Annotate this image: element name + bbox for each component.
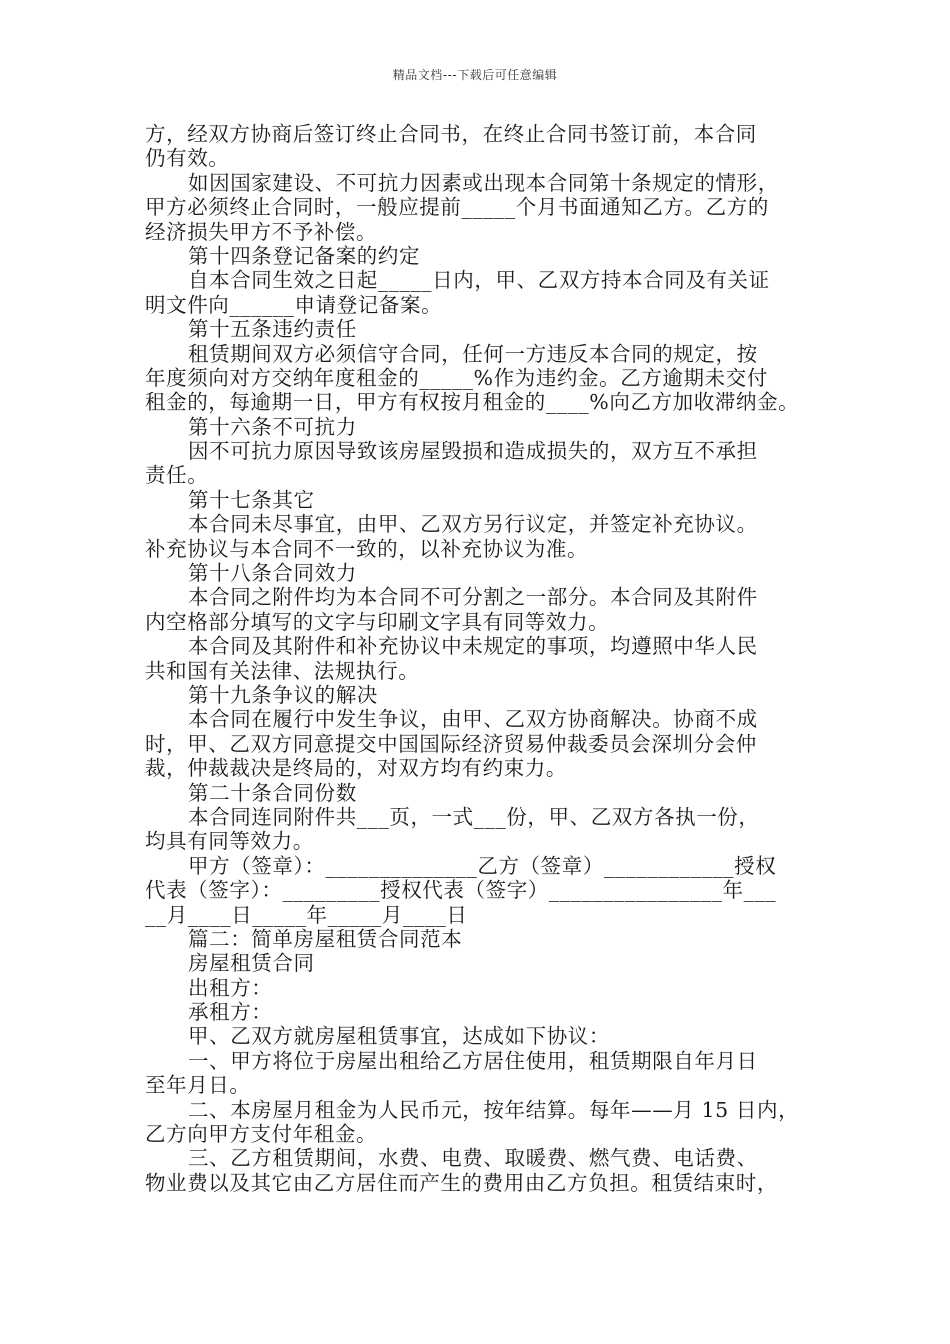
text-line: 代表（签字）：_________授权代表（签字）________________年___ bbox=[145, 878, 777, 903]
text-line: __月____日_____年_____月____日 bbox=[145, 902, 468, 927]
document-body bbox=[145, 122, 829, 1195]
text-line: 三、乙方租赁期间，水费、电费、取暖费、燃气费、电话费、 bbox=[188, 1146, 758, 1171]
text-line: 本合同及其附件和补充协议中未规定的事项，均遵照中华人民 bbox=[188, 634, 758, 659]
text-line: 明文件向______申请登记备案。 bbox=[145, 292, 443, 317]
text-line: 甲方（签章）：______________乙方（签章）____________授权 bbox=[188, 853, 777, 878]
text-line: 时，甲、乙双方同意提交中国国际经济贸易仲裁委员会深圳分会仲 bbox=[145, 731, 757, 756]
text-line: 甲方必须终止合同时，一般应提前_____个月书面通知乙方。乙方的 bbox=[145, 195, 769, 220]
text-line: 第十四条登记备案的约定 bbox=[188, 243, 421, 268]
text-line: 甲、乙双方就房屋租赁事宜，达成如下协议： bbox=[188, 1024, 610, 1049]
text-line: 第二十条合同份数 bbox=[188, 780, 357, 805]
text-line: 一、甲方将位于房屋出租给乙方居住使用，租赁期限自年月日 bbox=[188, 1048, 758, 1073]
text-line: 因不可抗力原因导致该房屋毁损和造成损失的，双方互不承担 bbox=[188, 439, 758, 464]
text-line: 共和国有关法律、法规执行。 bbox=[145, 658, 420, 683]
text-line: 本合同连同附件共___页，一式___份，甲、乙双方各执一份， bbox=[188, 804, 760, 829]
text-line: 裁，仲裁裁决是终局的，对双方均有约束力。 bbox=[145, 756, 567, 781]
text-line: 二、本房屋月租金为人民币元，按年结算。每年——月 15 日内， bbox=[188, 1097, 800, 1122]
text-line: 租金的，每逾期一日，甲方有权按月租金的____%向乙方加收滞纳金。 bbox=[145, 390, 800, 415]
text-line: 租赁期间双方必须信守合同，任何一方违反本合同的规定，按 bbox=[188, 341, 758, 366]
text-line: 出租方： bbox=[188, 975, 273, 1000]
text-line: 内空格部分填写的文字与印刷文字具有同等效力。 bbox=[145, 609, 610, 634]
text-line: 第十六条不可抗力 bbox=[188, 414, 357, 439]
page-header: 精品文档---下载后可任意编辑 bbox=[392, 68, 558, 82]
text-line: 本合同之附件均为本合同不可分割之一部分。本合同及其附件 bbox=[188, 585, 758, 610]
text-line: 第十七条其它 bbox=[188, 487, 315, 512]
text-line: 均具有同等效力。 bbox=[145, 829, 314, 854]
text-line: 责任。 bbox=[145, 463, 209, 488]
text-line: 乙方向甲方支付年租金。 bbox=[145, 1122, 378, 1147]
text-line: 至年月日。 bbox=[145, 1073, 251, 1098]
text-line: 年度须向对方交纳年度租金的_____%作为违约金。乙方逾期未交付 bbox=[145, 365, 768, 390]
text-line: 仍有效。 bbox=[145, 146, 230, 171]
text-line: 方，经双方协商后签订终止合同书，在终止合同书签订前，本合同 bbox=[145, 122, 757, 146]
text-line: 第十五条违约责任 bbox=[188, 317, 357, 342]
text-line: 承租方： bbox=[188, 1000, 273, 1025]
text-line: 房屋租赁合同 bbox=[188, 951, 315, 976]
text-line: 自本合同生效之日起_____日内，甲、乙双方持本合同及有关证 bbox=[188, 268, 770, 293]
text-line: 如因国家建设、不可抗力因素或出现本合同第十条规定的情形， bbox=[188, 170, 779, 195]
text-line: 补充协议与本合同不一致的，以补充协议为准。 bbox=[145, 536, 589, 561]
text-line: 物业费以及其它由乙方居住而产生的费用由乙方负担。租赁结束时， bbox=[145, 1170, 778, 1195]
text-line: 第十九条争议的解决 bbox=[188, 682, 378, 707]
text-line: 第十八条合同效力 bbox=[188, 561, 357, 586]
text-line: 经济损失甲方不予补偿。 bbox=[145, 219, 378, 244]
text-line: 本合同未尽事宜，由甲、乙双方另行议定，并签定补充协议。 bbox=[188, 512, 758, 537]
text-line: 本合同在履行中发生争议，由甲、乙双方协商解决。协商不成 bbox=[188, 707, 758, 732]
text-line: 篇二：简单房屋租赁合同范本 bbox=[188, 926, 463, 951]
